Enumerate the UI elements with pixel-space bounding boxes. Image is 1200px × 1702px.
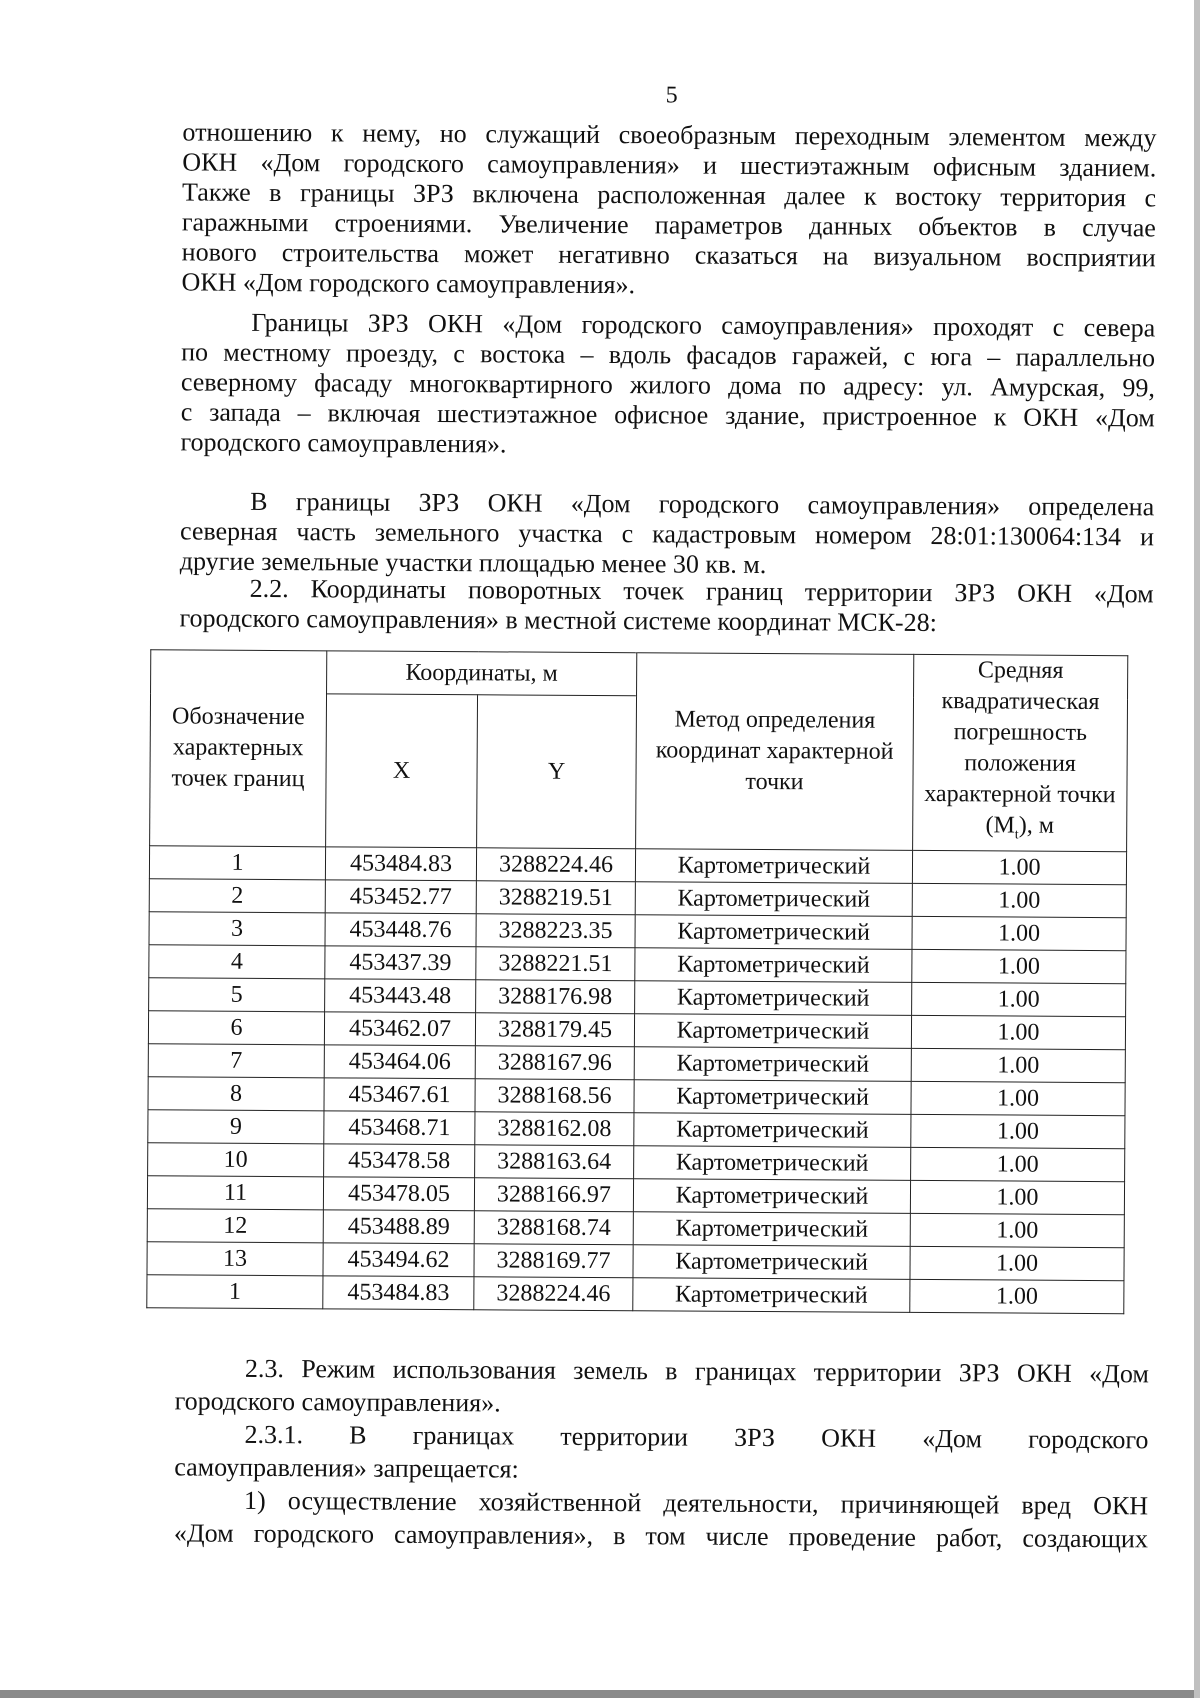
cell-error: 1.00 <box>910 1180 1124 1214</box>
cell-method: Картометрический <box>634 1047 911 1082</box>
text-line: северная часть земельного участка с кадастровым номером 28:01:130064:134 и <box>179 516 1155 552</box>
cell-error: 1.00 <box>910 1213 1124 1247</box>
text-line: нового строительства может негативно сказаться на визуальном восприятии <box>181 237 1156 273</box>
cell-x: 453462.07 <box>324 1012 475 1046</box>
cell-point: 2 <box>149 879 325 913</box>
text-line: Границы ЗРЗ ОКН «Дом городского самоуправления» проходят с севера <box>251 307 1156 343</box>
cell-point: 11 <box>147 1176 323 1210</box>
cell-y: 3288179.45 <box>475 1013 634 1047</box>
coordinates-table <box>146 649 1128 1314</box>
header-point: Обозначение характерных точек границ <box>150 650 327 847</box>
cell-x: 453484.83 <box>325 847 476 881</box>
cell-y: 3288224.46 <box>476 848 635 882</box>
cell-method: Картометрический <box>633 1212 910 1247</box>
cell-x: 453464.06 <box>324 1045 475 1079</box>
text-line: 2.3.1. В границах территории ЗРЗ ОКН «Дом городского <box>244 1419 1149 1455</box>
cell-y: 3288224.46 <box>474 1277 633 1311</box>
header-coordinates: Координаты, м <box>327 651 637 696</box>
header-y: Y <box>477 695 637 849</box>
cell-x: 453478.05 <box>323 1177 474 1211</box>
cell-method: Картометрический <box>634 1014 911 1049</box>
cell-x: 453484.83 <box>323 1276 474 1310</box>
header-method: Метод определения координат характерной точки <box>636 653 914 851</box>
cell-x: 453468.71 <box>324 1111 475 1145</box>
paragraph-boundaries <box>180 307 1155 463</box>
paragraph-cadastral <box>180 486 1155 582</box>
cell-y: 3288167.96 <box>475 1046 634 1080</box>
cell-point: 1 <box>149 846 325 880</box>
cell-error: 1.00 <box>910 1279 1124 1313</box>
cell-point: 3 <box>149 912 325 946</box>
cell-method: Картометрический <box>633 1245 910 1280</box>
text-line: по местному проезду, с востока – вдоль фасадов гаражей, с юга – параллельно <box>181 337 1156 373</box>
text-line: В границы ЗРЗ ОКН «Дом городского самоуправления» определена <box>250 486 1155 522</box>
section-2-3-1-heading <box>174 1417 1148 1489</box>
cell-x: 453478.58 <box>324 1144 475 1178</box>
cell-y: 3288176.98 <box>476 980 635 1014</box>
cell-error: 1.00 <box>911 1114 1125 1148</box>
text-line: «Дом городского самоуправления», в том числе проведение работ, создающих <box>173 1518 1148 1554</box>
text-line: северному фасаду многоквартирного жилого дома по адресу: ул. Амурская, 99, <box>180 367 1156 403</box>
cell-error: 1.00 <box>912 949 1126 983</box>
text-line: 1) осуществление хозяйственной деятельности, причиняющей вред ОКН <box>244 1485 1149 1521</box>
cell-point: 1 <box>147 1275 323 1309</box>
text-line: ОКН «Дом городского самоуправления». <box>181 267 636 300</box>
cell-error: 1.00 <box>912 982 1126 1016</box>
cell-y: 3288162.08 <box>475 1112 634 1146</box>
text-line: 2.3. Режим использования земель в границах территории ЗРЗ ОКН «Дом <box>244 1353 1149 1389</box>
cell-method: Картометрический <box>635 981 912 1016</box>
text-line: ОКН «Дом городского самоуправления» и шестиэтажным офисным зданием. <box>182 147 1157 183</box>
cell-error: 1.00 <box>911 1147 1125 1181</box>
cell-error: 1.00 <box>912 883 1126 917</box>
section-2-3-heading <box>175 1351 1149 1423</box>
cell-x: 453448.76 <box>325 913 476 947</box>
text-line: гаражными строениями. Увеличение параметров данных объектов в случае <box>181 207 1156 243</box>
paragraph-intro <box>181 117 1156 303</box>
cell-error: 1.00 <box>911 1081 1125 1115</box>
cell-x: 453494.62 <box>323 1243 474 1277</box>
cell-point: 4 <box>149 945 325 979</box>
cell-point: 10 <box>148 1143 324 1177</box>
cell-x: 453443.48 <box>325 979 476 1013</box>
cell-x: 453467.61 <box>324 1078 475 1112</box>
cell-method: Картометрический <box>634 1080 911 1115</box>
section-2-2-heading <box>179 573 1153 639</box>
text-line: отношению к нему, но служащий своеобразным переходным элементом между <box>182 117 1157 153</box>
cell-y: 3288169.77 <box>474 1244 633 1278</box>
cell-point: 9 <box>148 1110 324 1144</box>
cell-y: 3288166.97 <box>474 1178 633 1212</box>
cell-y: 3288221.51 <box>476 947 635 981</box>
cell-error: 1.00 <box>912 916 1126 950</box>
cell-method: Картометрический <box>635 882 912 917</box>
cell-method: Картометрический <box>635 948 912 983</box>
cell-error: 1.00 <box>911 1048 1125 1082</box>
cell-x: 453452.77 <box>325 880 476 914</box>
cell-error: 1.00 <box>911 1015 1125 1049</box>
cell-method: Картометрический <box>634 1113 911 1148</box>
cell-error: 1.00 <box>910 1246 1124 1280</box>
cell-error: 1.00 <box>912 850 1126 884</box>
cell-method: Картометрический <box>633 1278 910 1313</box>
cell-method: Картометрический <box>635 849 912 884</box>
cell-method: Картометрический <box>634 1146 911 1181</box>
cell-method: Картометрический <box>635 915 912 950</box>
cell-x: 453488.89 <box>323 1210 474 1244</box>
text-line: городского самоуправления» в местной системе координат МСК-28: <box>179 603 937 638</box>
cell-point: 6 <box>148 1011 324 1045</box>
cell-y: 3288168.74 <box>474 1211 633 1245</box>
scan-edge-bottom <box>0 1690 1200 1698</box>
text-line: другие земельные участки площадью менее 30 кв. м. <box>179 546 767 580</box>
cell-x: 453437.39 <box>325 946 476 980</box>
cell-point: 5 <box>149 978 325 1012</box>
cell-point: 7 <box>148 1044 324 1078</box>
text-line: городского самоуправления». <box>174 1386 501 1418</box>
cell-method: Картометрический <box>633 1179 910 1214</box>
table-row <box>147 1275 1124 1314</box>
cell-y: 3288168.56 <box>475 1079 634 1113</box>
cell-point: 8 <box>148 1077 324 1111</box>
cell-y: 3288223.35 <box>476 914 635 948</box>
text-line: 2.2. Координаты поворотных точек границ территории ЗРЗ ОКН «Дом <box>249 573 1154 609</box>
header-error: Средняя квадратическая погрешность положения характерной точки $(M_t)$, м <box>913 654 1128 851</box>
cell-point: 13 <box>147 1242 323 1276</box>
cell-y: 3288163.64 <box>475 1145 634 1179</box>
text-line: городского самоуправления». <box>180 427 507 459</box>
cell-point: 12 <box>147 1209 323 1243</box>
text-line: Также в границы ЗРЗ включена расположенная далее к востоку территория с <box>182 177 1157 213</box>
cell-y: 3288219.51 <box>476 881 635 915</box>
scan-edge-right <box>1194 0 1200 1698</box>
text-line: самоуправления» запрещается: <box>174 1452 519 1484</box>
header-x: X <box>326 694 478 848</box>
page-number: 5 <box>665 82 678 109</box>
prohibition-item-1 <box>174 1483 1148 1555</box>
text-line: с запада – включая шестиэтажное офисное здание, пристроенное к ОКН «Дом <box>180 397 1155 433</box>
